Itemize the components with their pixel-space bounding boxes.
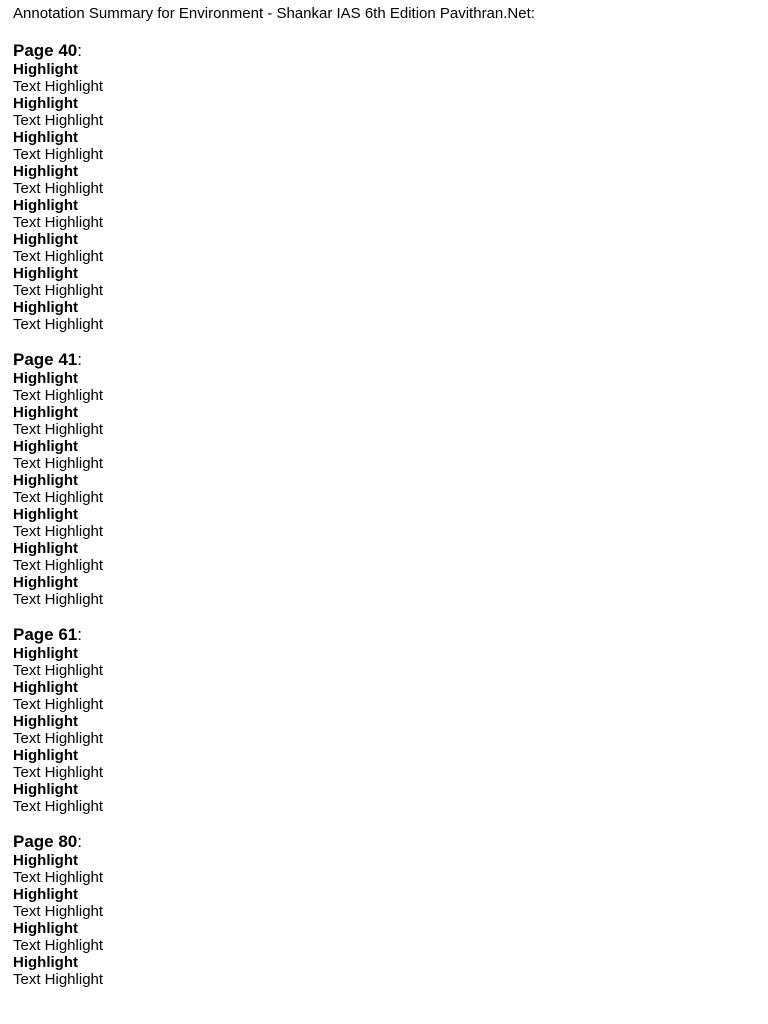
annotation-type-label: Highlight <box>13 265 78 282</box>
page-section <box>13 832 758 988</box>
annotation-text: Text Highlight <box>13 316 104 333</box>
annotation-text: Text Highlight <box>13 869 104 886</box>
annotation-text: Text Highlight <box>13 180 104 197</box>
annotation-type-label: Highlight <box>13 886 78 903</box>
annotation-text: Text Highlight <box>13 489 104 506</box>
annotation-text: Text Highlight <box>13 248 104 265</box>
page-heading <box>13 41 758 61</box>
page-number-label: Page 40 <box>13 41 78 60</box>
page-number-label: Page 41 <box>13 350 78 369</box>
annotation-type-label: Highlight <box>13 438 78 455</box>
annotation-type-label: Highlight <box>13 95 78 112</box>
document-title: Annotation Summary for Environment - Shankar IAS 6th Edition Pavithran.Net: <box>13 5 535 22</box>
page-number-label: Page 61 <box>13 625 78 644</box>
annotation-type-label: Highlight <box>13 920 78 937</box>
annotation-type-label: Highlight <box>13 370 78 387</box>
page-heading <box>13 350 758 370</box>
annotation-text: Text Highlight <box>13 557 104 574</box>
page-heading-colon: : <box>77 625 82 644</box>
annotation-text: Text Highlight <box>13 730 104 747</box>
page-heading-colon: : <box>77 41 82 60</box>
page-heading-colon: : <box>77 350 82 369</box>
annotation-text: Text Highlight <box>13 421 104 438</box>
page-heading <box>13 625 758 645</box>
annotation-summary-document <box>13 4 758 988</box>
annotation-type-label: Highlight <box>13 781 78 798</box>
annotation-type-label: Highlight <box>13 506 78 523</box>
annotation-text: Text Highlight <box>13 903 104 920</box>
annotation-text: Text Highlight <box>13 591 104 608</box>
annotation-type-label: Highlight <box>13 747 78 764</box>
annotation-text: Text Highlight <box>13 662 104 679</box>
annotation-text: Text Highlight <box>13 282 104 299</box>
annotation-type-label: Highlight <box>13 645 78 662</box>
annotation-type-label: Highlight <box>13 299 78 316</box>
annotation-text: Text Highlight <box>13 971 104 988</box>
annotation-type-label: Highlight <box>13 574 78 591</box>
annotation-type-label: Highlight <box>13 954 78 971</box>
page-number-label: Page 80 <box>13 832 78 851</box>
page-section <box>13 41 758 333</box>
page-heading-colon: : <box>77 832 82 851</box>
annotation-text: Text Highlight <box>13 523 104 540</box>
page-section <box>13 350 758 608</box>
annotation-type-label: Highlight <box>13 129 78 146</box>
annotation-text: Text Highlight <box>13 214 104 231</box>
annotation-text: Text Highlight <box>13 937 104 954</box>
annotation-type-label: Highlight <box>13 404 78 421</box>
page-section <box>13 625 758 815</box>
annotation-text: Text Highlight <box>13 696 104 713</box>
annotation-text: Text Highlight <box>13 387 104 404</box>
annotation-type-label: Highlight <box>13 472 78 489</box>
annotation-type-label: Highlight <box>13 713 78 730</box>
annotation-text: Text Highlight <box>13 146 104 163</box>
annotation-text: Text Highlight <box>13 455 104 472</box>
annotation-type-label: Highlight <box>13 540 78 557</box>
annotation-type-label: Highlight <box>13 679 78 696</box>
page-heading <box>13 832 758 852</box>
annotation-text: Text Highlight <box>13 764 104 781</box>
annotation-type-label: Highlight <box>13 197 78 214</box>
annotation-type-label: Highlight <box>13 231 78 248</box>
annotation-type-label: Highlight <box>13 163 78 180</box>
annotation-type-label: Highlight <box>13 61 78 78</box>
annotation-text: Text Highlight <box>13 112 104 129</box>
page-sections <box>13 41 758 988</box>
annotation-text: Text Highlight <box>13 798 104 815</box>
annotation-type-label: Highlight <box>13 852 78 869</box>
annotation-text: Text Highlight <box>13 78 104 95</box>
